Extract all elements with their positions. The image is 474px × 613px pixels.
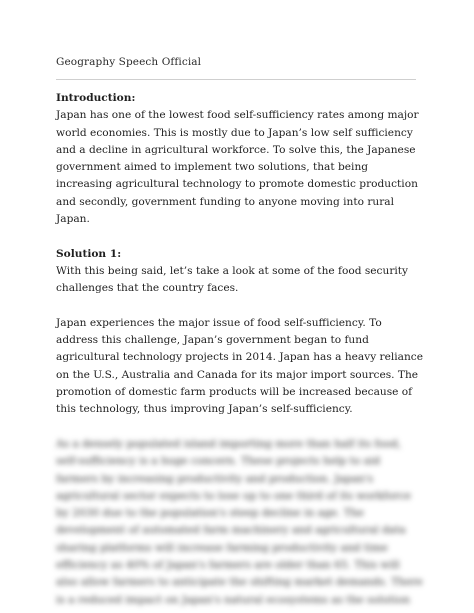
paragraph-spacer	[56, 419, 424, 436]
solution-1-body-paragraph: Japan experiences the major issue of food self-sufficiency. To address this challenge, Japan’s government began to fund agricultural technology projects in 2014. Japan has a heavy reliance on the U.S., Australia and Canada for its major import sources. The promotion of domestic farm products will be increased because of this technology, thus improving Japan’s self-sufficiency.	[56, 316, 424, 416]
solution-1-heading: Solution 1:	[56, 247, 122, 260]
header-divider	[56, 79, 416, 80]
introduction-paragraph: Japan has one of the lowest food self-sufficiency rates among major world economies. This is mostly due to Japan’s low self sufficiency and a decline in agricultural workforce. To solve this, the Japanese government aimed to implement two solutions, that being increasing agricultural technology to promote domestic production and secondly, government funding to anyone moving into rural Japan.	[56, 109, 419, 226]
solution-1-intro-paragraph: With this being said, let’s take a look at some of the food security challenges that the country faces.	[56, 264, 409, 295]
paragraph-spacer	[56, 228, 424, 245]
introduction-heading: Introduction:	[56, 92, 136, 104]
document-header-title: Geography Speech Official	[56, 56, 202, 68]
paragraph-spacer	[56, 298, 424, 315]
document-body	[56, 90, 424, 609]
blurred-preview-paragraph: As a densely populated island importing more than half its food, self-sufficiency is a huge concern. These projects help to aid farmers by increasing productivity and production. Japan's agricultural sector expects to lose up to one third of its workforce by 2030 due to the population's steep decline in age. The development of automated farm machinery and agricultural data sharing platforms will increase farming productivity and time efficiency as 40% of Japan's farmers are older than 65. This will also allow farmers to anticipate the shifting market demands. There is a reduced impact on Japan's natural ecosystems as the solution	[56, 437, 423, 606]
